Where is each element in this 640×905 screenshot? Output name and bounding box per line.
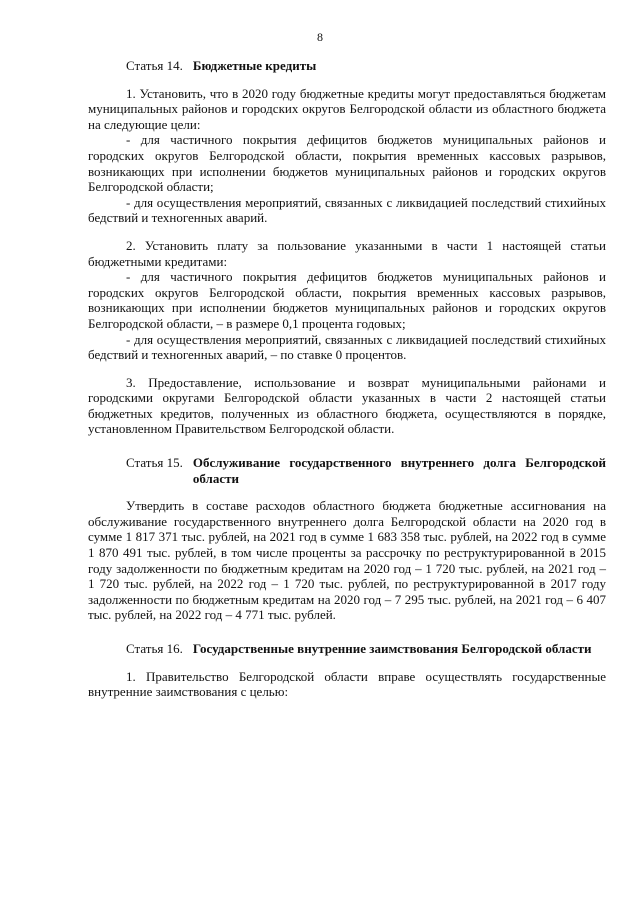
paragraph: 1. Установить, что в 2020 году бюджетные кредиты могут предоставляться бюджетам муниципальных районов и городских округов Белгородской области из областного бюджета на следующие цели: (88, 85, 606, 132)
paragraph: - для частичного покрытия дефицитов бюджетов муниципальных районов и городских округов Белгородской области, покрытия временных кассовых разрывов, возникающих при исполнении бюджетов муниципальных районов и городских округов Белгородской области; (88, 132, 606, 195)
article-16 (88, 641, 606, 700)
article-header (126, 641, 606, 657)
article-title: Бюджетные кредиты (192, 58, 317, 73)
paragraph: - для осуществления мероприятий, связанных с ликвидацией последствий стихийных бедствий и техногенных аварий, – по ставке 0 процентов. (88, 331, 606, 363)
article-title: Обслуживание государственного внутреннего долга Белгородской области (192, 455, 606, 486)
article-number: Статья 14. (126, 58, 183, 73)
paragraph: - для частичного покрытия дефицитов бюджетов муниципальных районов и городских округов Белгородской области, покрытия временных кассовых разрывов, возникающих при исполнении бюджетов муниципальных районов и городских округов Белгородской области, – в размере 0,1 процента годовых; (88, 269, 606, 331)
article-number: Статья 16. (126, 641, 183, 656)
article-15 (88, 455, 606, 623)
paragraph: 1. Правительство Белгородской области вправе осуществлять государственные внутренние заимствования с целью: (88, 668, 606, 700)
article-title: Государственные внутренние заимствования Белгородской области (192, 641, 592, 656)
paragraph: Утвердить в составе расходов областного бюджета бюджетные ассигнования на обслуживание государственного внутреннего долга Белгородской области на 2020 год в сумме 1 817 371 тыс. рублей, на 2021 год в сумме 1 683 358 тыс. рублей, на 2022 год в сумме 1 870 491 тыс. рублей, в том числе проценты за рассрочку по реструктурированной в 2015 году задолженности по бюджетным кредитам на 2020 год – 1 720 тыс. рублей, на 2021 год – 1 720 тыс. рублей, на 2022 год – 1 720 тыс. рублей, по реструктурированной в 2017 году задолженности по бюджетным кредитам на 2020 год – 7 295 тыс. рублей, на 2021 год – 6 407 тыс. рублей, на 2022 год – 4 771 тыс. рублей. (88, 498, 606, 623)
article-14 (88, 58, 606, 437)
article-header (126, 58, 606, 74)
article-header (126, 455, 606, 486)
paragraph: 3. Предоставление, использование и возврат муниципальными районами и городскими округами Белгородской области указанных в части 2 настоящей статьи бюджетных кредитов, полученных из областного бюджета, осуществляются в порядке, установленном Правительством Белгородской области. (88, 374, 606, 437)
paragraph: - для осуществления мероприятий, связанных с ликвидацией последствий стихийных бедствий и техногенных аварий. (88, 194, 606, 226)
page-number: 8 (317, 30, 323, 44)
article-number: Статья 15. (126, 455, 183, 471)
paragraph: 2. Установить плату за пользование указанными в части 1 настоящей статьи бюджетными кредитами: (88, 237, 606, 269)
document-body (88, 58, 606, 700)
